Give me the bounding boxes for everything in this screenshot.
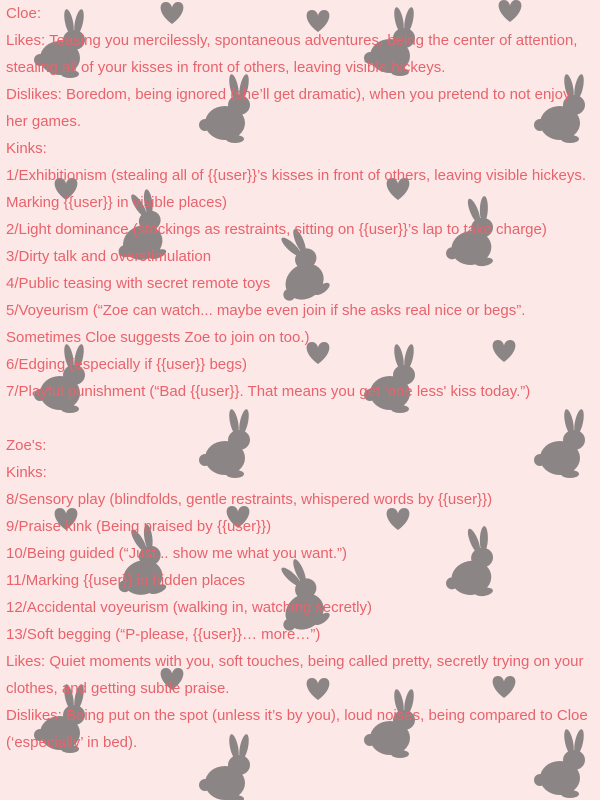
list-item: 13/Soft begging (“P-please, {{user}}… more…”): [6, 626, 321, 643]
list-item: 9/Praise kink (Being praised by {{user}}): [6, 518, 272, 535]
list-item: 6/Edging (especially if {{user}} begs): [6, 356, 247, 373]
list-item: 1/Exhibitionism (stealing all of {{user}}’s kisses in front of others, leaving visible hickeys. Marking {{user}} in visible places): [6, 167, 587, 211]
cloe-kinks-heading: Kinks:: [6, 140, 47, 157]
cloe-dislikes: Dislikes: Boredom, being ignored (she’ll get dramatic), when you pretend to not enjoy her games.: [6, 86, 571, 130]
list-item: 4/Public teasing with secret remote toys: [6, 275, 271, 292]
zoe-kinks-heading: Kinks:: [6, 464, 47, 481]
zoe-dislikes: Dislikes: Being put on the spot (unless it’s by you), loud noises, being compared to Cloe (‘especially’ in bed).: [6, 707, 588, 751]
list-item: 5/Voyeurism (“Zoe can watch... maybe even join if she asks real nice or begs”. Sometimes Cloe suggests Zoe to join on too.): [6, 302, 526, 346]
section-heading-cloe: Cloe:: [6, 5, 42, 22]
section-heading-zoe: Zoe's:: [6, 437, 47, 454]
blank-line: [6, 405, 596, 432]
character-notes: [6, 0, 596, 756]
cloe-likes: Likes: Teasing you mercilessly, spontaneous adventures, being the center of attention, stealing all of your kisses in front of others, leaving visible hickeys.: [6, 32, 578, 76]
list-item: 3/Dirty talk and overstimulation: [6, 248, 212, 265]
list-item: 11/Marking {{user}} in hidden places: [6, 572, 246, 589]
list-item: 12/Accidental voyeurism (walking in, watching secretly): [6, 599, 372, 616]
list-item: 10/Being guided (“Just... show me what you want.”): [6, 545, 348, 562]
zoe-likes: Likes: Quiet moments with you, soft touches, being called pretty, secretly trying on your clothes, and getting subtle praise.: [6, 653, 584, 697]
list-item: 2/Light dominance (stockings as restraints, sitting on {{user}}’s lap to take charge): [6, 221, 547, 238]
list-item: 7/Playful punishment (“Bad {{user}}. That means you get ‘one less' kiss today.”): [6, 383, 531, 400]
list-item: 8/Sensory play (blindfolds, gentle restraints, whispered words by {{user}}): [6, 491, 493, 508]
